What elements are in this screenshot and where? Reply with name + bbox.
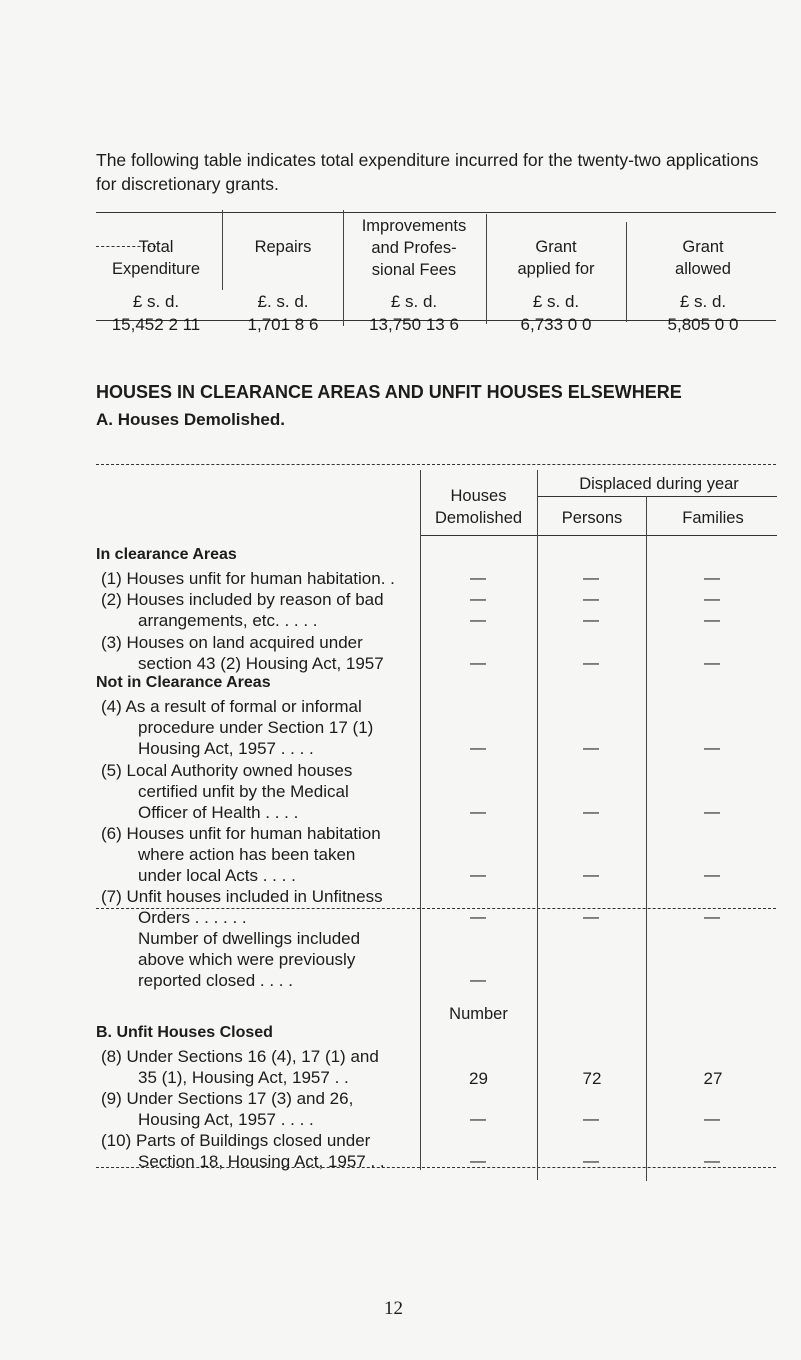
cell-dash: — xyxy=(704,655,720,672)
units-total: £ s. d. xyxy=(132,292,180,311)
houses-col-divider xyxy=(646,496,647,1181)
cell-dash: — xyxy=(470,1153,486,1170)
units-allowed: £ s. d. xyxy=(679,292,727,311)
cell-dash: — xyxy=(470,655,486,672)
value-improvements: 13,750 13 6 xyxy=(369,315,459,334)
header-houses-demolished: Houses Demolished xyxy=(434,487,523,527)
header-repairs: Repairs xyxy=(254,238,312,256)
value-repairs: 1,701 8 6 xyxy=(247,315,319,334)
row-8a: (8) Under Sections 16 (4), 17 (1) and xyxy=(101,1047,379,1066)
cell-dash: — xyxy=(470,867,486,884)
row-6b: where action has been taken xyxy=(138,845,356,864)
cell-dash: — xyxy=(470,740,486,757)
cell-dash: — xyxy=(704,1153,720,1170)
value-applied: 6,733 0 0 xyxy=(520,315,592,334)
row-8b: 35 (1), Housing Act, 1957 . . xyxy=(138,1068,349,1087)
row-7y: above which were previously xyxy=(138,950,356,969)
header-grant-applied: Grant applied for xyxy=(517,238,595,278)
cell-dash: — xyxy=(704,591,720,608)
grants-table-top-rule xyxy=(96,212,776,213)
row-1: (1) Houses unfit for human habitation. . xyxy=(101,569,395,588)
cell-dash: — xyxy=(470,972,486,989)
units-improvements: £ s. d. xyxy=(390,292,438,311)
grants-col-divider xyxy=(486,214,487,324)
houses-col-divider xyxy=(537,470,538,1180)
row-7a: (7) Unfit houses included in Unfitness xyxy=(101,887,383,906)
row-2b: arrangements, etc. . . . . xyxy=(138,611,318,630)
header-total-expenditure: Total Expenditure xyxy=(111,238,201,278)
row-7x: Number of dwellings included xyxy=(138,929,361,948)
row-4b: procedure under Section 17 (1) xyxy=(138,718,374,737)
row8-persons: 72 xyxy=(582,1069,602,1088)
houses-header-rule xyxy=(420,535,777,536)
cell-dash: — xyxy=(470,909,486,926)
cell-dash: — xyxy=(583,1153,599,1170)
row-7z: reported closed . . . . xyxy=(138,971,293,990)
row8-families: 27 xyxy=(703,1069,723,1088)
cell-dash: — xyxy=(704,740,720,757)
header-persons: Persons xyxy=(561,509,623,527)
page-number: 12 xyxy=(384,1298,403,1319)
cell-dash: — xyxy=(704,612,720,629)
houses-col-divider xyxy=(420,470,421,1170)
header-grant-allowed: Grant allowed xyxy=(675,238,731,278)
row-4a: (4) As a result of formal or informal xyxy=(101,697,362,716)
row-3a: (3) Houses on land acquired under xyxy=(101,633,363,652)
main-heading: HOUSES IN CLEARANCE AREAS AND UNFIT HOUSES ELSEWHERE xyxy=(96,382,682,402)
row8-number: 29 xyxy=(469,1069,488,1088)
cell-dash: — xyxy=(583,867,599,884)
row-10b: Section 18, Housing Act, 1957 . . xyxy=(138,1152,385,1171)
section-not-in-clearance: Not in Clearance Areas xyxy=(96,674,271,691)
intro-paragraph: The following table indicates total expenditure incurred for the twenty-two applications for discretionary grants. xyxy=(96,150,759,194)
cell-dash: — xyxy=(583,612,599,629)
cell-dash: — xyxy=(583,740,599,757)
units-applied: £ s. d. xyxy=(532,292,580,311)
section-unfit-closed: B. Unfit Houses Closed xyxy=(96,1024,273,1041)
cell-dash: — xyxy=(704,1111,720,1128)
row-6a: (6) Houses unfit for human habitation xyxy=(101,824,381,843)
row-6c: under local Acts . . . . xyxy=(138,866,296,885)
row-9b: Housing Act, 1957 . . . . xyxy=(138,1110,314,1129)
cell-dash: — xyxy=(583,591,599,608)
cell-dash: — xyxy=(583,1111,599,1128)
cell-dash: — xyxy=(470,1111,486,1128)
row-10a: (10) Parts of Buildings closed under xyxy=(101,1131,371,1150)
cell-dash: — xyxy=(704,909,720,926)
header-displaced: Displaced during year xyxy=(579,475,739,493)
value-total: 15,452 2 11 xyxy=(111,315,201,334)
header-improvements: Improvements and Profes- sional Fees xyxy=(361,217,467,279)
cell-dash: — xyxy=(470,570,486,587)
cell-dash: — xyxy=(583,570,599,587)
sub-heading: A. Houses Demolished. xyxy=(96,410,285,429)
row-5a: (5) Local Authority owned houses xyxy=(101,761,353,780)
cell-dash: — xyxy=(583,655,599,672)
cell-dash: — xyxy=(583,909,599,926)
row-4c: Housing Act, 1957 . . . . xyxy=(138,739,314,758)
row-2a: (2) Houses included by reason of bad xyxy=(101,590,384,609)
cell-dash: — xyxy=(704,867,720,884)
cell-dash: — xyxy=(704,804,720,821)
row-5c: Officer of Health . . . . xyxy=(138,803,299,822)
cell-dash: — xyxy=(470,804,486,821)
section-in-clearance: In clearance Areas xyxy=(96,546,237,563)
row-3b: section 43 (2) Housing Act, 1957 xyxy=(138,654,384,673)
header-families: Families xyxy=(682,509,744,527)
grants-col-divider xyxy=(222,210,223,290)
row-9a: (9) Under Sections 17 (3) and 26, xyxy=(101,1089,354,1108)
units-repairs: £. s. d. xyxy=(257,292,309,311)
cell-dash: — xyxy=(470,612,486,629)
grants-col-divider xyxy=(626,222,627,322)
row-7b: Orders . . . . . . xyxy=(138,908,247,927)
header-number: Number xyxy=(449,1005,508,1023)
value-allowed: 5,805 0 0 xyxy=(667,315,739,334)
cell-dash: — xyxy=(583,804,599,821)
houses-table-top-rule xyxy=(96,464,776,465)
cell-dash: — xyxy=(470,591,486,608)
displaced-sub-rule xyxy=(537,496,777,497)
cell-dash: — xyxy=(704,570,720,587)
row-5b: certified unfit by the Medical xyxy=(138,782,349,801)
